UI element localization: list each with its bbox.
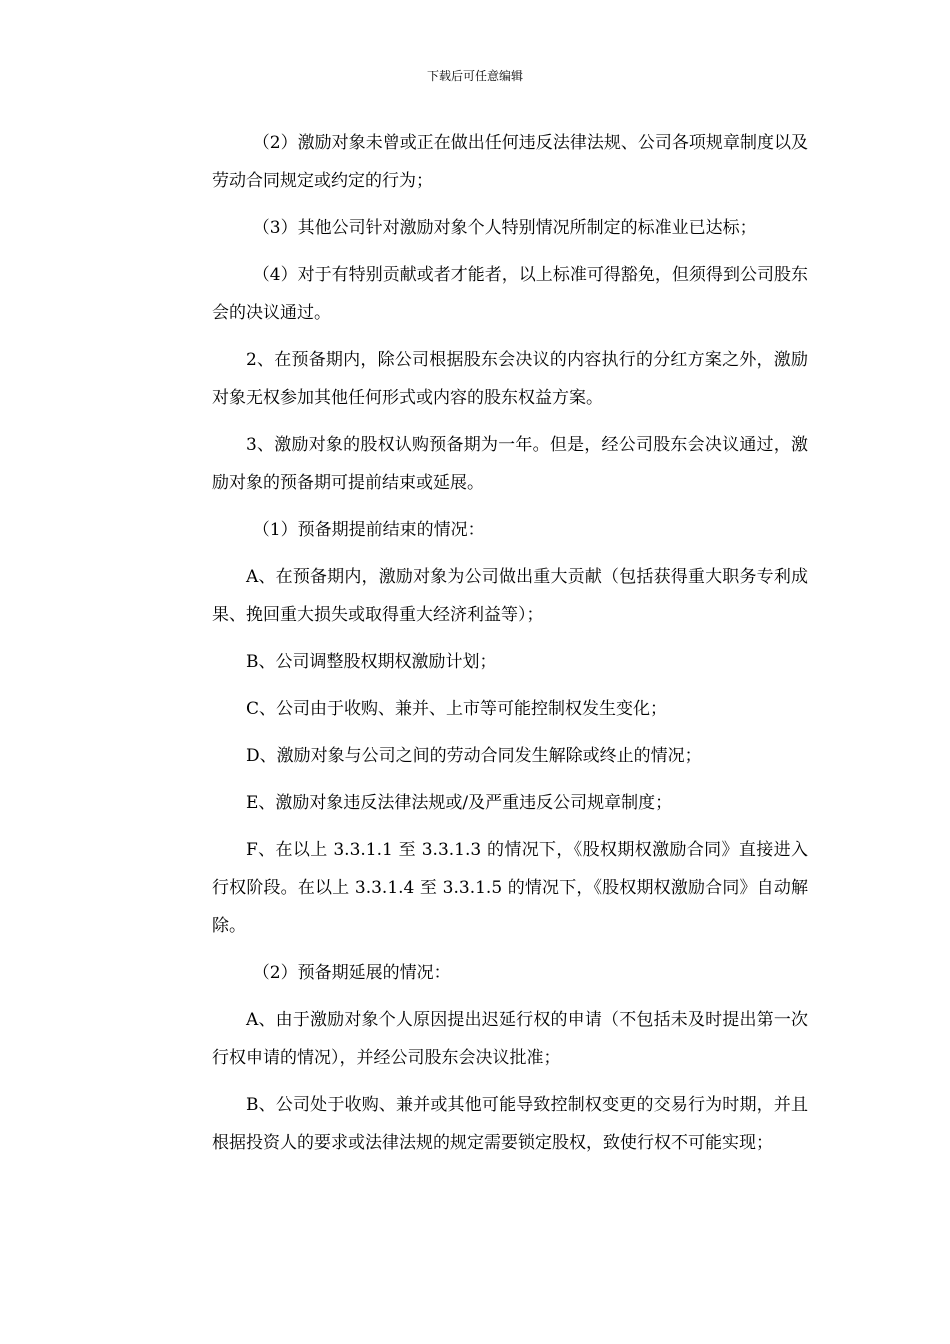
paragraph: C、公司由于收购、兼并、上市等可能控制权发生变化； bbox=[246, 699, 668, 719]
paragraph: （3）其他公司针对激励对象个人特别情况所制定的标准业已达标； bbox=[252, 218, 757, 238]
paragraph: D、激励对象与公司之间的劳动合同发生解除或终止的情况； bbox=[246, 746, 702, 766]
paragraph: （4）对于有特别贡献或者才能者，以上标准可得豁免，但须得到公司股东会的决议通过。 bbox=[212, 265, 808, 323]
paragraph: F、在以上 3.3.1.1 至 3.3.1.3 的情况下，《股权期权激励合同》直接进入行权阶段。在以上 3.3.1.4 至 3.3.1.5 的情况下，《股权期权激励合同》自动解除。 bbox=[212, 840, 808, 936]
paragraph: E、激励对象违反法律法规或/及严重违反公司规章制度； bbox=[246, 793, 673, 813]
paragraph: （2）激励对象未曾或正在做出任何违反法律法规、公司各项规章制度以及劳动合同规定或约定的行为； bbox=[212, 133, 808, 191]
paragraph: B、公司处于收购、兼并或其他可能导致控制权变更的交易行为时期，并且根据投资人的要求或法律法规的规定需要锁定股权，致使行权不可能实现； bbox=[212, 1095, 808, 1153]
paragraph: （2）预备期延展的情况： bbox=[252, 963, 451, 983]
paragraph: 3、激励对象的股权认购预备期为一年。但是，经公司股东会决议通过，激励对象的预备期可提前结束或延展。 bbox=[212, 435, 808, 493]
paragraph: 2、在预备期内，除公司根据股东会决议的内容执行的分红方案之外，激励对象无权参加其他任何形式或内容的股东权益方案。 bbox=[212, 350, 808, 408]
page-header: 下载后可任意编辑 bbox=[426, 69, 523, 83]
paragraph: A、在预备期内，激励对象为公司做出重大贡献（包括获得重大职务专利成果、挽回重大损失或取得重大经济利益等）； bbox=[212, 567, 808, 625]
paragraph: （1）预备期提前结束的情况： bbox=[252, 520, 485, 540]
paragraph: A、由于激励对象个人原因提出迟延行权的申请（不包括未及时提出第一次行权申请的情况），并经公司股东会决议批准； bbox=[212, 1010, 808, 1068]
paragraph: B、公司调整股权期权激励计划； bbox=[246, 652, 497, 672]
document-body bbox=[212, 124, 808, 1171]
